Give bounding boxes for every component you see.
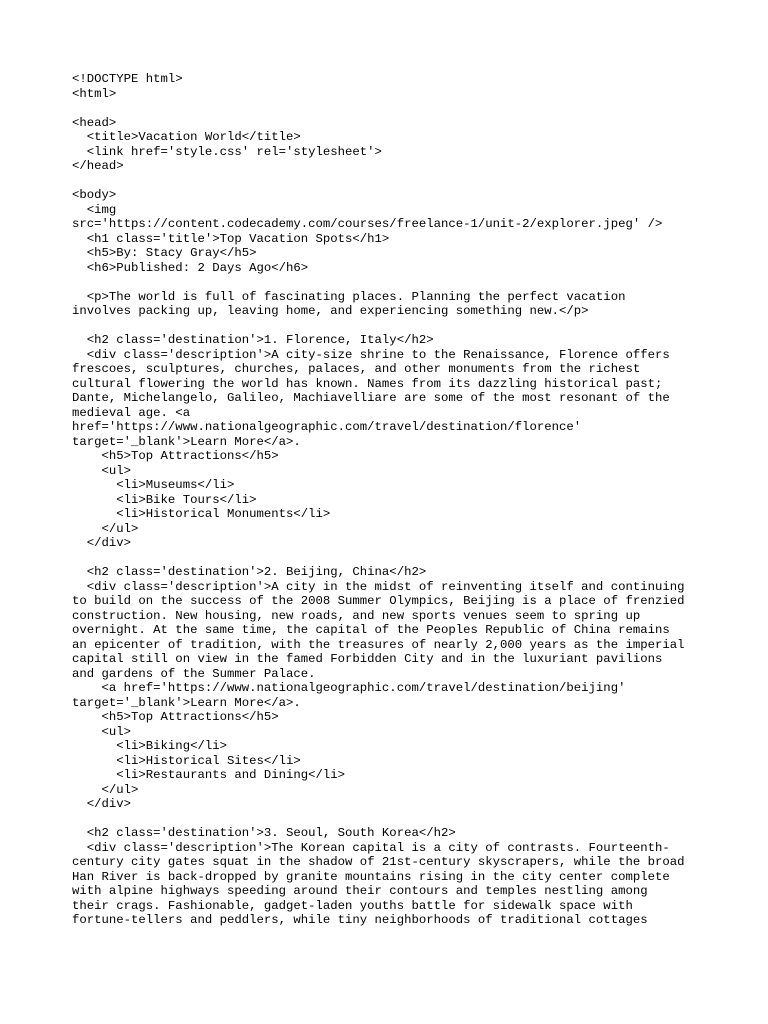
code-line: century city gates squat in the shadow of 21st-century skyscrapers, while the broad bbox=[72, 855, 685, 869]
code-line: <li>Museums</li> bbox=[72, 478, 235, 492]
code-line: <h5>Top Attractions</h5> bbox=[72, 710, 279, 724]
code-line bbox=[72, 812, 712, 827]
code-line bbox=[72, 319, 712, 334]
code-line: <li>Bike Tours</li> bbox=[72, 492, 257, 507]
code-line: </ul> bbox=[72, 782, 139, 797]
code-line: <h2 class='destination'>1. Florence, Italy</h2> bbox=[72, 333, 434, 347]
code-line: <h5>By: Stacy Gray</h5> bbox=[72, 246, 257, 260]
code-line: <h6>Published: 2 Days Ago</h6> bbox=[72, 260, 309, 275]
code-line: <h2 class='destination'>2. Beijing, China</h2> bbox=[72, 565, 427, 579]
code-line: overnight. At the same time, the capital of the Peoples Republic of China remains bbox=[72, 623, 670, 637]
code-line: Dante, Michelangelo, Galileo, Machiavelliare are some of the most resonant of the bbox=[72, 391, 670, 405]
code-line bbox=[72, 101, 712, 116]
code-line: involves packing up, leaving home, and experiencing something new.</p> bbox=[72, 304, 589, 318]
code-line: <li>Historical Sites</li> bbox=[72, 753, 301, 768]
code-line: <link href='style.css' rel='stylesheet'> bbox=[72, 144, 382, 159]
code-line: and gardens of the Summer Palace. bbox=[72, 666, 316, 681]
code-line: <div class='description'>A city in the midst of reinventing itself and continuing bbox=[72, 579, 685, 594]
code-line: <div class='description'>The Korean capital is a city of contrasts. Fourteenth- bbox=[72, 840, 670, 855]
code-line: fortune-tellers and peddlers, while tiny neighborhoods of traditional cottages bbox=[72, 913, 648, 927]
code-line: their crags. Fashionable, gadget-laden youths battle for sidewalk space with bbox=[72, 898, 633, 913]
code-line: <div class='description'>A city-size shrine to the Renaissance, Florence offers bbox=[72, 347, 670, 362]
code-line: target='_blank'>Learn More</a>. bbox=[72, 434, 301, 449]
code-line: <ul> bbox=[72, 463, 132, 478]
code-line: to build on the success of the 2008 Summer Olympics, Beijing is a place of frenzied bbox=[72, 594, 685, 608]
code-line bbox=[72, 174, 712, 189]
code-line: <!DOCTYPE html> bbox=[72, 72, 183, 86]
code-line: an epicenter of tradition, with the treasures of nearly 2,000 years as the imperial bbox=[72, 637, 685, 652]
code-line: target='_blank'>Learn More</a>. bbox=[72, 695, 301, 710]
code-line: <li>Historical Monuments</li> bbox=[72, 507, 331, 521]
code-line: </div> bbox=[72, 797, 132, 811]
code-line: <img bbox=[72, 202, 117, 217]
code-line: <p>The world is full of fascinating places. Planning the perfect vacation bbox=[72, 289, 626, 304]
code-line bbox=[72, 551, 712, 566]
code-line: <ul> bbox=[72, 724, 132, 739]
code-line: <title>Vacation World</title> bbox=[72, 130, 301, 144]
code-line: <html> bbox=[72, 86, 117, 101]
code-line: </ul> bbox=[72, 521, 139, 536]
code-line: with alpine highways speeding around their contours and temples nestling among bbox=[72, 884, 648, 898]
code-line: </head> bbox=[72, 159, 124, 173]
code-line: <li>Biking</li> bbox=[72, 739, 227, 753]
code-line: <h2 class='destination'>3. Seoul, South Korea</h2> bbox=[72, 826, 456, 840]
code-line: cultural flowering the world has known. Names from its dazzling historical past; bbox=[72, 376, 663, 391]
code-line bbox=[72, 275, 712, 290]
code-line: </div> bbox=[72, 536, 132, 550]
code-line: <h1 class='title'>Top Vacation Spots</h1> bbox=[72, 231, 390, 246]
document-page bbox=[72, 72, 712, 928]
code-line: <li>Restaurants and Dining</li> bbox=[72, 768, 346, 782]
html-source-code bbox=[72, 72, 712, 928]
code-line: frescoes, sculptures, churches, palaces, and other monuments from the richest bbox=[72, 362, 641, 376]
code-line: Han River is back-dropped by granite mountains rising in the city center complete bbox=[72, 869, 670, 884]
code-line: src='https://content.codecademy.com/courses/freelance-1/unit-2/explorer.jpeg' /> bbox=[72, 217, 663, 231]
code-line: <a href='https://www.nationalgeographic.com/travel/destination/beijing' bbox=[72, 681, 626, 695]
code-line: medieval age. <a bbox=[72, 405, 191, 420]
code-line: <h5>Top Attractions</h5> bbox=[72, 449, 279, 463]
code-line: construction. New housing, new roads, and new sports venues seem to spring up bbox=[72, 608, 641, 623]
code-line: <head> bbox=[72, 115, 117, 130]
code-line: <body> bbox=[72, 188, 117, 202]
code-line: href='https://www.nationalgeographic.com/travel/destination/florence' bbox=[72, 420, 582, 434]
code-line: capital still on view in the famed Forbidden City and in the luxuriant pavilions bbox=[72, 652, 663, 666]
